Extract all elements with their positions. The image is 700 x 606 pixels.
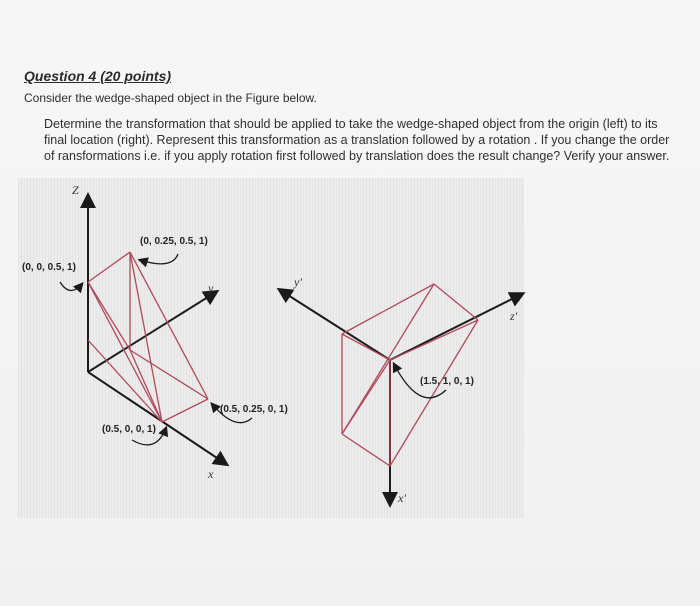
- question-intro: Consider the wedge-shaped object in the Figure below.: [24, 91, 317, 105]
- point-label-3: (0.5, 0, 0, 1): [102, 424, 156, 435]
- left-y-label: y: [208, 281, 214, 295]
- question-body: Determine the transformation that should be applied to take the wedge-shaped object from the origin (left) to its final location (right). Represent this transformation as a translation followed by a rotation . If you change the order of ransformations i.e. if you apply rotation first followed by translation does the result change? Verify your answer.: [44, 117, 670, 163]
- left-z-label: Z: [72, 183, 79, 197]
- right-y-label: y': [294, 275, 302, 289]
- left-x-axis: [88, 372, 226, 464]
- point-label-5: (1.5, 1, 0, 1): [420, 376, 474, 387]
- point-label-1: (0, 0, 0.5, 1): [22, 262, 76, 273]
- right-wedge: [342, 284, 478, 466]
- right-x-label: x': [398, 491, 406, 505]
- question-title: Question 4 (20 points): [24, 68, 172, 84]
- right-z-label: z': [510, 309, 518, 323]
- point-label-2: (0, 0.25, 0.5, 1): [140, 236, 208, 247]
- right-z-axis: [390, 294, 522, 360]
- right-y-axis: [280, 290, 390, 360]
- left-y-axis: [88, 292, 216, 372]
- point-label-4: (0.5, 0.25, 0, 1): [220, 404, 288, 415]
- left-wedge: [88, 252, 208, 422]
- right-axes: [280, 290, 522, 504]
- left-x-label: x: [208, 467, 214, 481]
